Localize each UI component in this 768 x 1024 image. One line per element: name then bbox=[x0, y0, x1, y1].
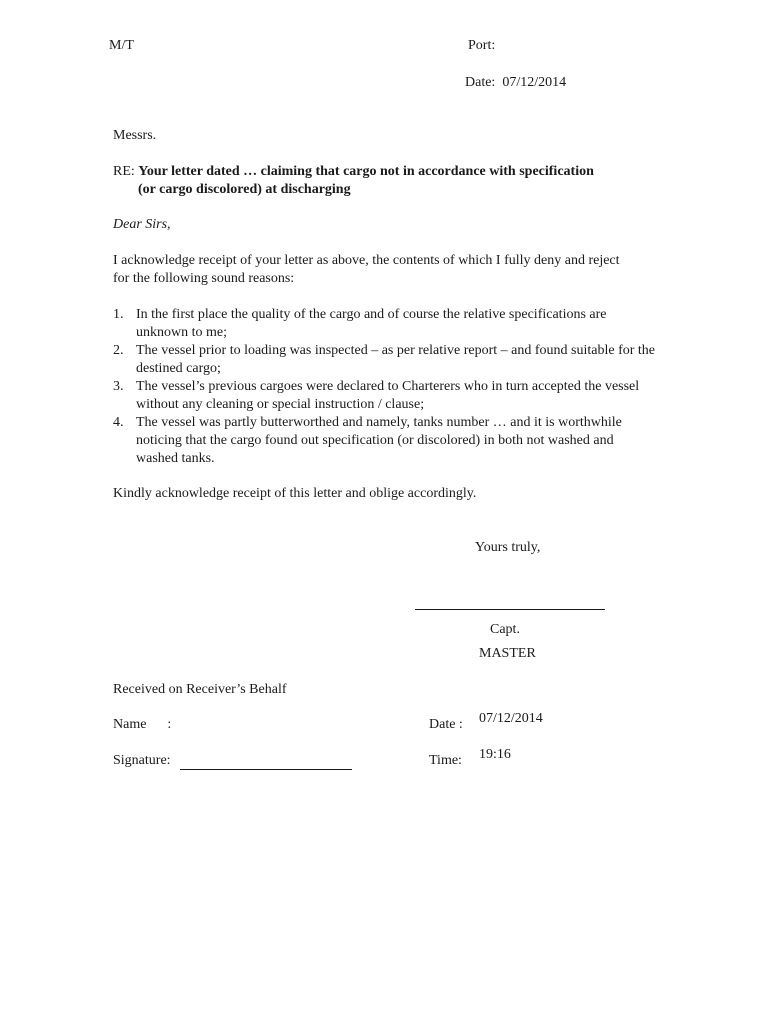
receipt-time-label: Time: bbox=[429, 753, 462, 768]
capt-label: Capt. bbox=[490, 622, 520, 637]
addressee: Messrs. bbox=[113, 128, 157, 143]
port-label: Port: bbox=[468, 38, 496, 53]
list-item: 3. The vessel’s previous cargoes were declared to Charterers who in turn accepted the vessel without any cleaning or special instruction / clause; bbox=[113, 379, 640, 412]
receipt-time-value: 19:16 bbox=[479, 747, 511, 762]
salutation: Dear Sirs, bbox=[113, 217, 171, 232]
receipt-heading: Received on Receiver’s Behalf bbox=[113, 682, 287, 697]
master-label: MASTER bbox=[479, 646, 536, 661]
list-item: 4. The vessel was partly butterworthed and namely, tanks number … and it is worthwhile noticing that the cargo found out specification (or discolored) in both not washed and washed tanks. bbox=[113, 415, 622, 466]
subject-line-1 bbox=[113, 163, 594, 181]
subject-text-2: (or cargo discolored) at discharging bbox=[138, 182, 351, 197]
mt-label: M/T bbox=[109, 38, 134, 53]
header-date-label: Date: bbox=[465, 75, 496, 90]
header-date bbox=[465, 74, 566, 92]
subject-text-1: Your letter dated … claiming that cargo not in accordance with specification bbox=[138, 164, 594, 179]
receiver-signature-line bbox=[180, 769, 352, 770]
list-item: 1. In the first place the quality of the cargo and of course the relative specifications are unknown to me; bbox=[113, 307, 607, 340]
list-item: 2. The vessel prior to loading was inspected – as per relative report – and found suitable for the destined cargo; bbox=[113, 343, 656, 376]
header-date-value: 07/12/2014 bbox=[502, 75, 567, 90]
receipt-signature-label: Signature: bbox=[113, 753, 171, 768]
receipt-date-value: 07/12/2014 bbox=[479, 711, 543, 726]
receipt-date-label: Date : bbox=[429, 717, 463, 732]
master-signature-line bbox=[415, 609, 605, 610]
intro-paragraph: I acknowledge receipt of your letter as above, the contents of which I fully deny and reject for the following sound reasons: bbox=[113, 253, 620, 286]
reasons-list bbox=[113, 306, 658, 468]
yours-truly: Yours truly, bbox=[475, 540, 541, 555]
receipt-name-label: Name : bbox=[113, 717, 172, 732]
closing-paragraph: Kindly acknowledge receipt of this letter and oblige accordingly. bbox=[113, 486, 477, 501]
subject-prefix: RE: bbox=[113, 164, 135, 179]
